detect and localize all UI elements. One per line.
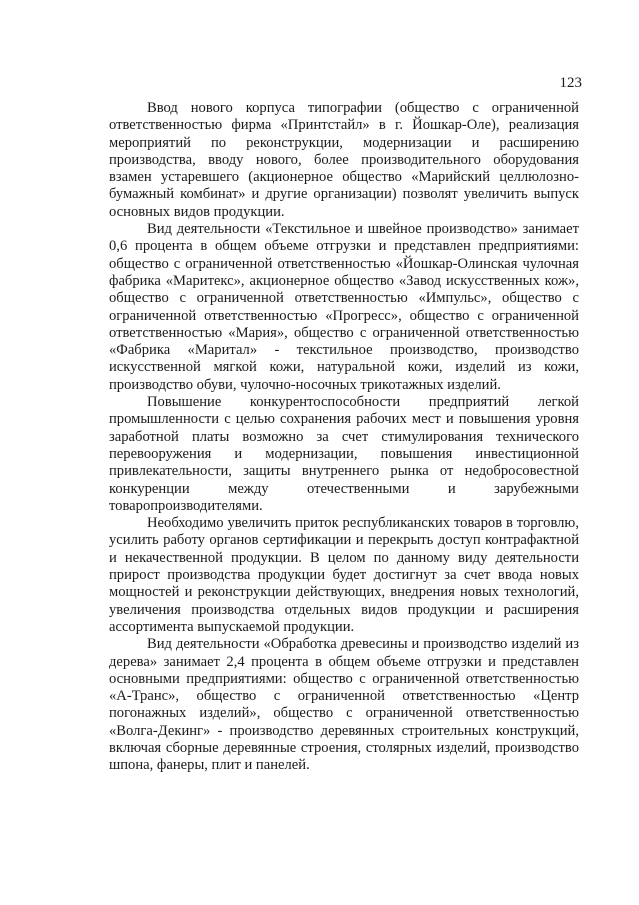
paragraph-textile: Вид деятельности «Текстильное и швейное производство» занимает 0,6 процента в общем объеме отгрузки и представлен предприятиями: общество с ограниченной ответственностью «Йошкар-Олинская чулочная фабрика «Маритекс», акционерное общество «Завод искусственных кож», общество с ограниченной ответственностью «Импульс», общество с ограниченной ответственностью «Прогресс», общество с ограниченной ответственностью «Мария», общество с ограниченной ответственностью «Фабрика «Маритал» - текстильное производство, производство искусственной мягкой кожи, натуральной кожи, изделий из кожи, производство обуви, чулочно-носочных трикотажных изделий. [109, 221, 579, 393]
document-body [109, 100, 579, 775]
paragraph-republic-goods: Необходимо увеличить приток республиканских товаров в торговлю, усилить работу органов сертификации и перекрыть доступ контрафактной и некачественной продукции. В целом по данному виду деятельности прирост производства продукции будет достигнут за счет ввода новых мощностей и реконструкции действующих, внедрения новых технологий, увеличения производства отдельных видов продукции и расширения ассортимента выпускаемой продукции. [109, 515, 579, 635]
paragraph-light-industry: Повышение конкурентоспособности предприятий легкой промышленности с целью сохранения рабочих мест и повышения уровня заработной платы возможно за счет стимулирования технического перевооружения и модернизации, повышения инвестиционной привлекательности, защиты внутреннего рынка от недобросовестной конкуренции между отечественными и зарубежными товаропроизводителями. [109, 394, 579, 514]
page-number: 123 [559, 75, 582, 91]
paragraph-wood-processing: Вид деятельности «Обработка древесины и производство изделий из дерева» занимает 2,4 процента в общем объеме отгрузки и представлен основными предприятиями: общество с ограниченной ответственностью «А-Транс», общество с ограниченной ответственностью «Центр погонажных изделий», общество с ограниченной ответственностью «Волга-Декинг» - производство деревянных строительных конструкций, включая сборные деревянные строения, столярных изделий, производство шпона, фанеры, плит и панелей. [109, 636, 579, 774]
paragraph-typography: Ввод нового корпуса типографии (общество с ограниченной ответственностью фирма «Принтстайл» в г. Йошкар-Оле), реализация мероприятий по реконструкции, модернизации и расширению производства, вводу нового, более производительного оборудования взамен устаревшего (акционерное общество «Марийский целлюлозно-бумажный комбинат» и другие организации) позволят увеличить выпуск основных видов продукции. [109, 100, 579, 220]
